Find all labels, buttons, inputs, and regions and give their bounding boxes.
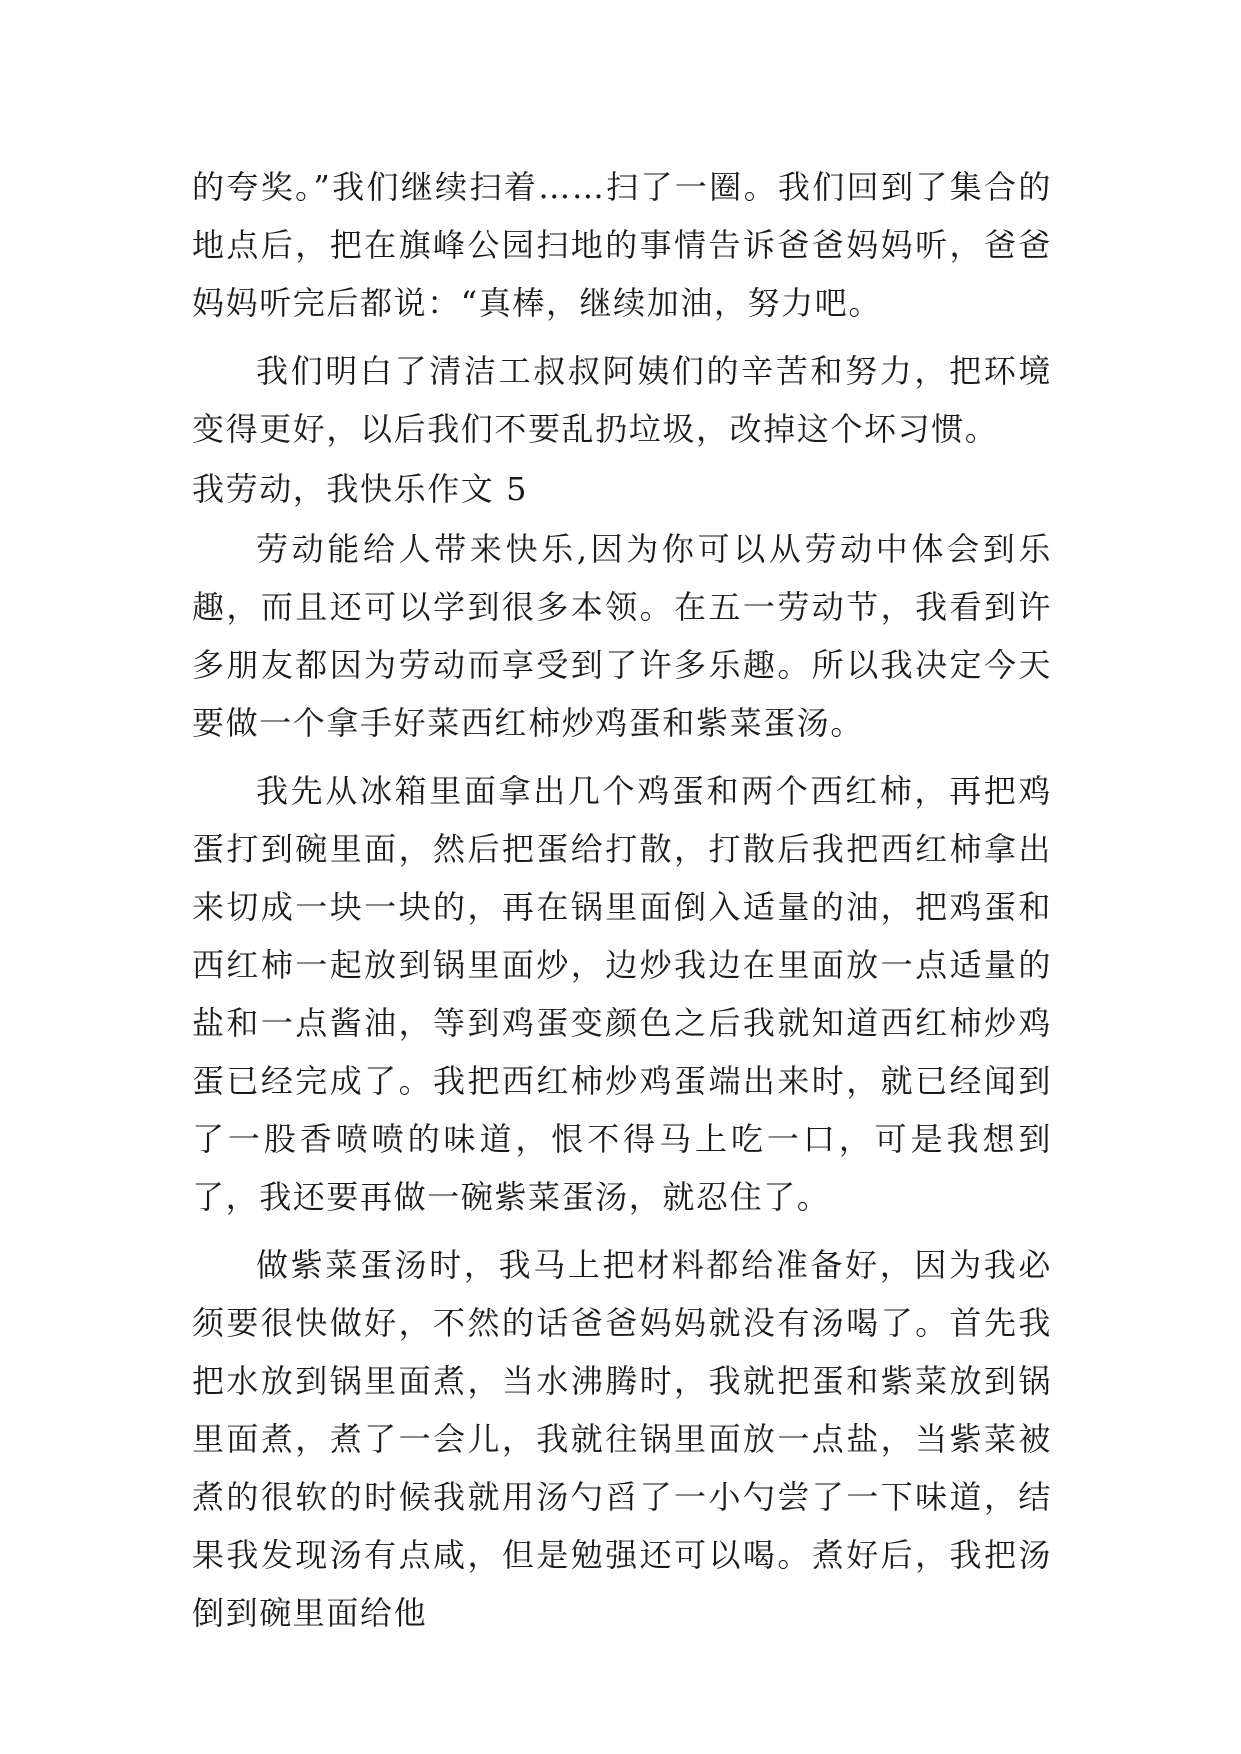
paragraph-seaweed-soup: 做紫菜蛋汤时，我马上把材料都给准备好，因为我必须要很快做好，不然的话爸爸妈妈就没有汤喝了。首先我把水放到锅里面煮，当水沸腾时，我就把蛋和紫菜放到锅里面煮，煮了一会儿，我就往锅里面放一点盐，当紫菜被煮的很软的时候我就用汤勺舀了一小勺尝了一下味道，结果我发现汤有点咸，但是勉强还可以喝。煮好后，我把汤倒到碗里面给他 <box>192 1246 1052 1632</box>
paragraph-conclusion: 我们明白了清洁工叔叔阿姨们的辛苦和努力，把环境变得更好，以后我们不要乱扔垃圾，改掉这个坏习惯。 <box>192 352 1052 448</box>
paragraph-tomato-eggs: 我先从冰箱里面拿出几个鸡蛋和两个西红柿，再把鸡蛋打到碗里面，然后把蛋给打散，打散后我把西红柿拿出来切成一块一块的，再在锅里面倒入适量的油，把鸡蛋和西红柿一起放到锅里面炒，边炒我边在里面放一点适量的盐和一点酱油，等到鸡蛋变颜色之后我就知道西红柿炒鸡蛋已经完成了。我把西红柿炒鸡蛋端出来时，就已经闻到了一股香喷喷的味道，恨不得马上吃一口，可是我想到了，我还要再做一碗紫菜蛋汤，就忍住了。 <box>192 772 1052 1216</box>
paragraph-intro: 劳动能给人带来快乐,因为你可以从劳动中体会到乐趣，而且还可以学到很多本领。在五一劳动节，我看到许多朋友都因为劳动而享受到了许多乐趣。所以我决定今天要做一个拿手好菜西红柿炒鸡蛋和紫菜蛋汤。 <box>192 530 1052 742</box>
section-title: 我劳动，我快乐作文 5 <box>192 470 529 508</box>
paragraph-continuation: 的夸奖。”我们继续扫着……扫了一圈。我们回到了集合的地点后，把在旗峰公园扫地的事情告诉爸爸妈妈听，爸爸妈妈听完后都说：“真棒，继续加油，努力吧。 <box>192 168 1052 322</box>
document-body <box>192 158 1052 1652</box>
